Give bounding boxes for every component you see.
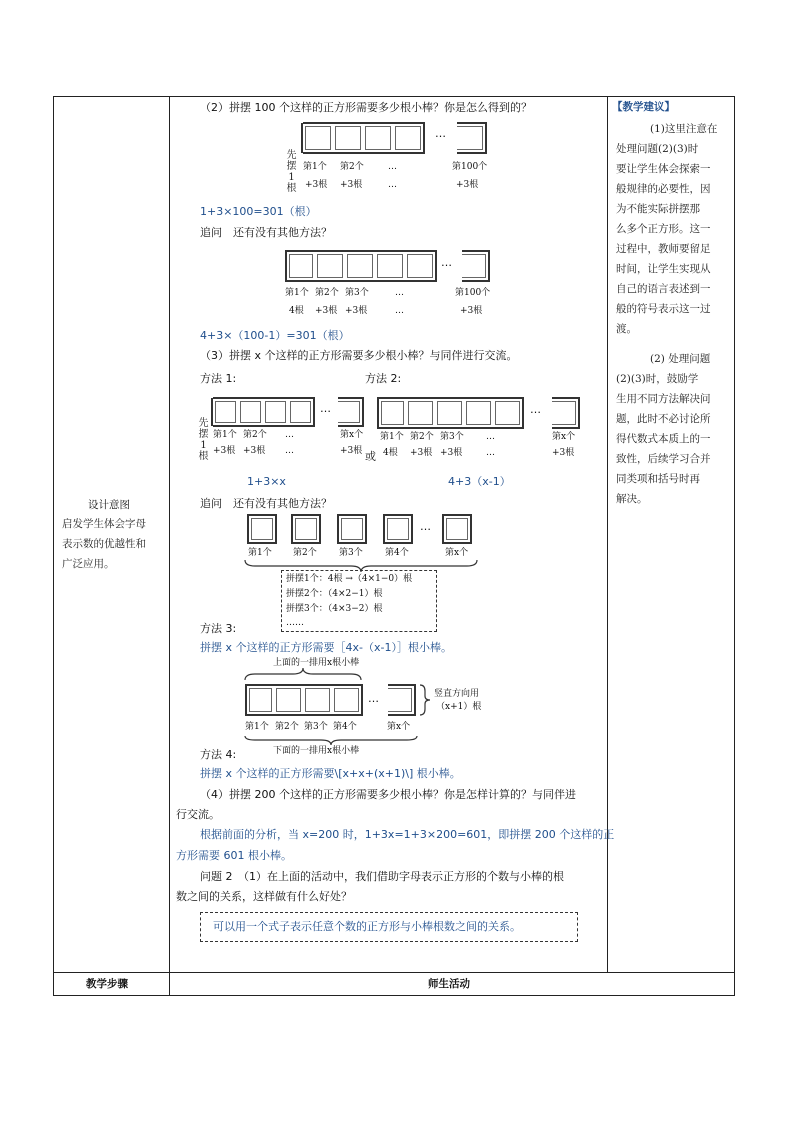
advice-p1-l2: 处理问题(2)(3)时 [616, 143, 699, 155]
fig1-square-4 [393, 122, 425, 154]
fig3-square-2 [291, 514, 321, 544]
figm1-square-3 [263, 397, 290, 427]
fig1-count-3: … [388, 180, 397, 190]
fig1-square-last [457, 122, 487, 154]
fig1-label-3: … [388, 162, 397, 172]
formula-method2: 4+3（x-1） [448, 475, 511, 488]
design-intent-line-2: 表示数的优越性和 [62, 538, 146, 550]
fig4-right-brace [418, 683, 432, 717]
fig4-bottom-brace [243, 734, 419, 746]
fig4-label-1: 第1个 [245, 722, 269, 732]
fig2-count-5: +3根 [460, 306, 483, 316]
fig3-box-line-2: 拼摆2个：（4×2−1）根 [286, 589, 383, 599]
fig2-count-1: 4根 [289, 306, 304, 316]
figm2-label-2: 第2个 [410, 432, 434, 442]
fig2-square-5 [405, 250, 437, 282]
fig4-label-2: 第2个 [275, 722, 299, 732]
q4-question-line-2: 行交流。 [176, 808, 220, 821]
figm1-label-2: 第2个 [243, 430, 267, 440]
figm1-label-1: 第1个 [213, 430, 237, 440]
figm1-square-last [338, 397, 364, 427]
advice-p1-l7: 过程中，教师要留足 [616, 243, 711, 255]
figm2-count-2: +3根 [410, 448, 433, 458]
fig3-square-4 [383, 514, 413, 544]
fig2-square-1 [285, 250, 317, 282]
figm2-square-3 [435, 397, 466, 429]
fig4-square-3 [303, 684, 334, 716]
q4-answer-line-2: 方形需要 601 根小棒。 [176, 849, 292, 862]
or-label: 或 [365, 450, 376, 463]
fig4-label-3: 第3个 [304, 722, 328, 732]
figm1-count-2: +3根 [243, 446, 266, 456]
fig4-square-1 [245, 684, 276, 716]
fig4-dots: … [368, 692, 379, 705]
fig1-square-1 [303, 122, 335, 154]
q3-question: （3）拼摆 x 个这样的正方形需要多少根小棒？与同伴进行交流。 [200, 349, 518, 362]
fig1-label-2: 第2个 [340, 162, 364, 172]
figm2-label-1: 第1个 [380, 432, 404, 442]
advice-p2-l3: 生用不同方法解决问 [616, 393, 711, 405]
fig3-label-1: 第1个 [248, 548, 272, 558]
problem2-answer: 可以用一个式子表示任意个数的正方形与小棒根数之间的关系。 [213, 920, 521, 933]
advice-p1-l8: 时间，让学生实现从 [616, 263, 711, 275]
figm2-count-3: +3根 [440, 448, 463, 458]
advice-p2-l6: 致性，后续学习合并 [616, 453, 711, 465]
q2-answer-1: 1+3×100=301（根） [200, 205, 317, 218]
method3-text: 拼摆 x 个这样的正方形需要［4x-（x-1）］根小棒。 [200, 641, 452, 654]
advice-p1-l9: 自己的语言表述到一 [616, 283, 711, 295]
figm2-count-1: 4根 [383, 448, 398, 458]
fig4-right-label-2: （x+1）根 [436, 702, 482, 712]
fig3-label-5: 第x个 [445, 548, 469, 558]
q2-followup: 追问 还有没有其他方法？ [200, 226, 332, 239]
figm1-count-1: +3根 [213, 446, 236, 456]
fig4-top-brace [243, 668, 363, 682]
advice-p1-l11: 渡。 [616, 323, 637, 335]
fig3-box-line-3: 拼摆3个：（4×3−2）根 [286, 604, 383, 614]
advice-p1-l10: 般的符号表示这一过 [616, 303, 711, 315]
fig1-label-4: 第100个 [452, 162, 488, 172]
figm1-square-1 [213, 397, 240, 427]
fig2-count-3: +3根 [345, 306, 368, 316]
fig2-label-5: 第100个 [455, 288, 491, 298]
fig2-label-3: 第3个 [345, 288, 369, 298]
advice-p2-l1: (2) 处理问题 [650, 353, 711, 365]
advice-p1-l6: 么多个正方形。这一 [616, 223, 711, 235]
figm2-label-4: … [486, 432, 495, 442]
fig1-count-2: +3根 [340, 180, 363, 190]
fig2-count-2: +3根 [315, 306, 338, 316]
advice-p2-l8: 解决。 [616, 493, 648, 505]
advice-p2-l5: 得代数式本质上的一 [616, 433, 711, 445]
q2-question: （2）拼摆 100 个这样的正方形需要多少根小棒？你是怎么得到的？ [200, 101, 532, 114]
fig4-square-2 [274, 684, 305, 716]
fig3-label-4: 第4个 [385, 548, 409, 558]
figm2-square-1 [377, 397, 408, 429]
fig2-label-4: … [395, 288, 404, 298]
figm2-dots: … [530, 403, 541, 416]
figm2-label-3: 第3个 [440, 432, 464, 442]
fig1-side-label: 先摆1根 [286, 150, 297, 194]
problem2-line-2: 数之间的关系，这样做有什么好处？ [176, 890, 352, 903]
fig4-bottom-label: 下面的一排用x根小棒 [273, 746, 360, 756]
formula-method1: 1+3×x [247, 475, 286, 488]
fig1-count-1: +3根 [305, 180, 328, 190]
fig3-square-3 [337, 514, 367, 544]
fig2-square-last [462, 250, 490, 282]
advice-p1-l1: (1)这里注意在 [650, 123, 718, 135]
figm2-count-4: … [486, 448, 495, 458]
figm2-square-5 [493, 397, 524, 429]
fig1-label-1: 第1个 [303, 162, 327, 172]
method4-text: 拼摆 x 个这样的正方形需要\[x+x+(x+1)\] 根小棒。 [200, 767, 461, 780]
method2-label: 方法 2: [365, 372, 402, 385]
figm1-square-2 [238, 397, 265, 427]
fig1-square-3 [363, 122, 395, 154]
fig3-square-1 [247, 514, 277, 544]
advice-p1-l4: 般规律的必要性，因 [616, 183, 711, 195]
figm1-count-4: +3根 [340, 446, 363, 456]
design-intent-line-3: 广泛应用。 [62, 558, 115, 570]
fig1-square-2 [333, 122, 365, 154]
figm1-label-4: 第x个 [340, 430, 364, 440]
teaching-advice-title: 【教学建议】 [612, 101, 675, 113]
advice-p1-l3: 要让学生体会探索一 [616, 163, 711, 175]
fig4-label-5: 第x个 [387, 722, 411, 732]
design-intent-line-1: 启发学生体会字母 [62, 518, 146, 530]
fig2-square-2 [315, 250, 347, 282]
footer-teaching-steps: 教学步骤 [86, 978, 128, 990]
fig3-label-3: 第3个 [339, 548, 363, 558]
figm1-dots: … [320, 402, 331, 415]
figm2-square-4 [464, 397, 495, 429]
design-intent-title: 设计意图 [88, 499, 130, 511]
q2-answer-2: 4+3×（100-1）=301（根） [200, 329, 350, 342]
fig3-box-line-1: 拼摆1个：4根 →（4×1−0）根 [286, 574, 413, 584]
fig2-dots: … [441, 256, 452, 269]
advice-p2-l7: 同类项和括号时再 [616, 473, 700, 485]
q4-question-line-1: （4）拼摆 200 个这样的正方形需要多少根小棒？你是怎样计算的？与同伴进 [200, 788, 576, 801]
figm1-square-4 [288, 397, 315, 427]
advice-p2-l4: 题，此时不必讨论所 [616, 413, 711, 425]
method4-label: 方法 4: [200, 748, 237, 761]
advice-p2-l2: (2)(3)时，鼓励学 [616, 373, 699, 385]
fig4-square-4 [332, 684, 363, 716]
fig1-dots: … [435, 127, 446, 140]
fig2-count-4: … [395, 306, 404, 316]
fig3-label-2: 第2个 [293, 548, 317, 558]
problem2-line-1: 问题 2 （1）在上面的活动中，我们借助字母表示正方形的个数与小棒的根 [200, 870, 564, 883]
footer-teacher-student-activity: 师生活动 [428, 978, 470, 990]
fig4-label-4: 第4个 [333, 722, 357, 732]
fig2-square-3 [345, 250, 377, 282]
fig4-top-label: 上面的一排用x根小棒 [273, 658, 360, 668]
method1-label: 方法 1: [200, 372, 237, 385]
fig2-label-2: 第2个 [315, 288, 339, 298]
advice-p1-l5: 为不能实际拼摆那 [616, 203, 700, 215]
q3-followup: 追问 还有没有其他方法？ [200, 497, 332, 510]
fig3-box-line-4: …… [286, 618, 304, 628]
fig4-square-last [388, 684, 416, 716]
method3-label: 方法 3: [200, 622, 237, 635]
fig3-dots: … [420, 520, 431, 533]
q4-answer-line-1: 根据前面的分析，当 x=200 时，1+3x=1+3×200=601，即拼摆 200 个这样的正 [200, 828, 615, 841]
figm1-side-label: 先摆1根 [198, 418, 209, 462]
fig3-square-x [442, 514, 472, 544]
figm2-square-2 [406, 397, 437, 429]
figm2-square-last [552, 397, 580, 429]
fig2-label-1: 第1个 [285, 288, 309, 298]
figm2-count-5: +3根 [552, 448, 575, 458]
figm1-label-3: … [285, 430, 294, 440]
fig2-square-4 [375, 250, 407, 282]
figm2-label-5: 第x个 [552, 432, 576, 442]
fig1-count-4: +3根 [456, 180, 479, 190]
fig4-right-label-1: 竖直方向用 [434, 689, 480, 699]
figm1-count-3: … [285, 446, 294, 456]
